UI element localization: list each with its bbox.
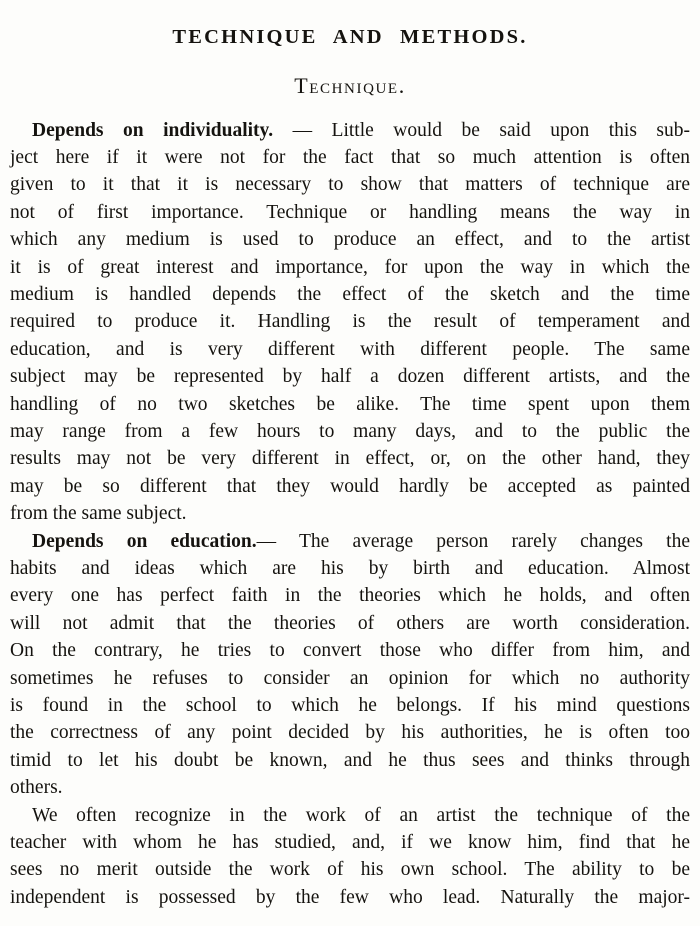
text-line: medium is handled depends the effect of the sketch and the time <box>10 283 690 305</box>
text-line: every one has perfect faith in the theories which he holds, and often <box>10 585 690 607</box>
text-line: is found in the school to which he belongs. If his mind questions <box>10 695 690 717</box>
text-line: it is of great interest and importance, for upon the way in which the <box>10 256 690 278</box>
text-line: results may not be very different in effect, or, on the other hand, they <box>10 448 690 470</box>
text-line: required to produce it. Handling is the result of temperament and <box>10 311 690 333</box>
text-line-segment: — The average person rarely changes the <box>256 530 690 552</box>
text-line <box>10 528 690 555</box>
paragraph-education <box>10 528 690 802</box>
text-line: will not admit that the theories of others are worth consideration. <box>10 612 690 634</box>
text-line: independent is possessed by the few who lead. Naturally the major- <box>10 886 690 908</box>
page-body <box>10 117 690 912</box>
text-line: handling of no two sketches be alike. The time spent upon them <box>10 393 690 415</box>
text-line: others. <box>10 777 63 799</box>
paragraph-lead: Depends on education. <box>32 530 257 552</box>
text-line <box>10 117 690 144</box>
paragraph-individuality <box>10 117 690 528</box>
text-line: subject may be represented by half a dozen different artists, and the <box>10 366 690 388</box>
paragraph-recognize <box>10 802 690 912</box>
page-title: TECHNIQUE AND METHODS. <box>172 26 528 48</box>
section-heading: Technique. <box>294 72 406 98</box>
text-line: sometimes he refuses to consider an opinion for which no authority <box>10 667 690 689</box>
text-line: education, and is very different with different people. The same <box>10 338 690 360</box>
page-header <box>0 27 700 97</box>
text-line: We often recognize in the work of an artist the technique of the <box>32 804 690 826</box>
text-line: sees no merit outside the work of his own school. The ability to be <box>10 859 690 881</box>
text-line: not of first importance. Technique or handling means the way in <box>10 201 690 223</box>
paragraph-lead: Depends on individuality. <box>32 119 274 141</box>
text-line: timid to let his doubt be known, and he thus sees and thinks through <box>10 749 690 771</box>
text-line: given to it that it is necessary to show that matters of technique are <box>10 174 690 196</box>
text-line: may be so different that they would hardly be accepted as painted <box>10 475 690 497</box>
text-line: from the same subject. <box>10 503 187 525</box>
text-line: ject here if it were not for the fact that so much attention is often <box>10 146 690 168</box>
text-line: habits and ideas which are his by birth and education. Almost <box>10 558 690 579</box>
text-line: the correctness of any point decided by his authorities, he is often too <box>10 722 690 744</box>
text-line: which any medium is used to produce an effect, and to the artist <box>10 229 690 251</box>
text-line: may range from a few hours to many days, and to the public the <box>10 420 690 442</box>
text-line: On the contrary, he tries to convert those who differ from him, and <box>10 640 690 662</box>
text-line-segment: — Little would be said upon this sub- <box>273 119 691 141</box>
text-line: teacher with whom he has studied, and, if we know him, find that he <box>10 832 690 854</box>
